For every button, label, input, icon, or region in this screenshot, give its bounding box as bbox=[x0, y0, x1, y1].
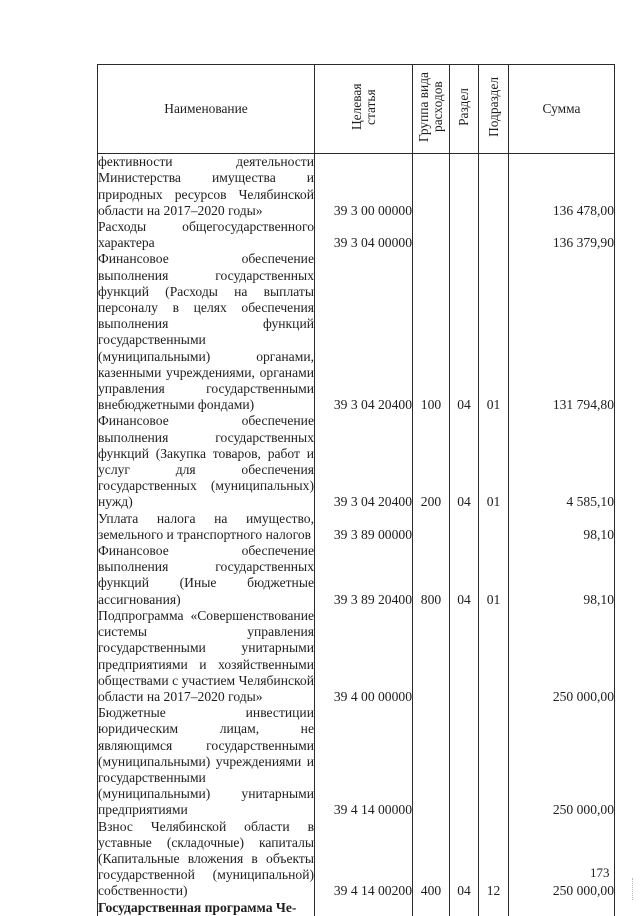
row-sum: 98,10 bbox=[583, 526, 614, 542]
row-sum-cell bbox=[509, 511, 615, 543]
header-group-label: Группа вида расходов bbox=[416, 72, 445, 142]
row-subsection-cell bbox=[479, 608, 509, 705]
row-sum-cell bbox=[509, 413, 615, 510]
table-row bbox=[98, 705, 615, 818]
row-section-cell bbox=[450, 413, 479, 510]
row-subsection-cell bbox=[479, 511, 509, 543]
header-code bbox=[315, 65, 413, 154]
row-name-cell bbox=[98, 511, 315, 543]
row-target-article: 39 4 00 00000 bbox=[333, 688, 412, 704]
row-sum-cell bbox=[509, 900, 615, 916]
header-section bbox=[450, 65, 479, 154]
table-header-row bbox=[98, 65, 615, 154]
row-sum-cell bbox=[509, 608, 615, 705]
table-row bbox=[98, 608, 615, 705]
row-name: Подпрограмма «Совершенствование системы управления государственными унитарными предприятиями и хозяйственными обществами с участием Челябинской области на 2017–2020 годы» bbox=[98, 607, 314, 704]
table-row bbox=[98, 819, 615, 900]
table-row bbox=[98, 511, 615, 543]
row-subsection-cell bbox=[479, 219, 509, 251]
table-row bbox=[98, 219, 615, 251]
row-target-article: 39 3 04 00000 bbox=[333, 235, 412, 251]
row-section-cell bbox=[450, 511, 479, 543]
row-subsection: 12 bbox=[486, 883, 501, 899]
row-target-article: 39 4 14 00200 bbox=[333, 883, 412, 899]
header-section-label: Раздел bbox=[456, 88, 471, 126]
table-row bbox=[98, 413, 615, 510]
row-section-cell bbox=[450, 543, 479, 608]
row-subsection: 01 bbox=[486, 591, 501, 607]
row-section-cell bbox=[450, 251, 479, 413]
row-sum-cell bbox=[509, 705, 615, 818]
row-expense-group-cell bbox=[413, 154, 450, 219]
row-subsection: 01 bbox=[486, 397, 501, 413]
row-expense-group-cell bbox=[413, 251, 450, 413]
row-sum: 98,10 bbox=[583, 591, 614, 607]
row-sum: 136 478,00 bbox=[552, 202, 614, 218]
row-subsection-cell bbox=[479, 251, 509, 413]
table-row bbox=[98, 154, 615, 219]
row-sum-cell bbox=[509, 543, 615, 608]
row-subsection-cell bbox=[479, 413, 509, 510]
row-target-article-cell bbox=[315, 608, 413, 705]
row-expense-group-cell bbox=[413, 413, 450, 510]
row-name-cell bbox=[98, 900, 315, 916]
row-name-cell bbox=[98, 251, 315, 413]
scan-margin-marks bbox=[632, 878, 636, 900]
row-expense-group-cell bbox=[413, 819, 450, 900]
row-expense-group-cell bbox=[413, 219, 450, 251]
row-expense-group-cell bbox=[413, 543, 450, 608]
row-subsection-cell bbox=[479, 154, 509, 219]
row-target-article: 39 4 14 00000 bbox=[333, 802, 412, 818]
row-target-article-cell bbox=[315, 543, 413, 608]
table-row bbox=[98, 900, 615, 916]
header-name bbox=[98, 65, 315, 154]
header-sum-label: Сумма bbox=[542, 101, 581, 116]
row-section-cell bbox=[450, 219, 479, 251]
row-sum: 131 794,80 bbox=[552, 397, 614, 413]
row-section-cell bbox=[450, 900, 479, 916]
row-name: Взнос Челябинской области в уставные (складочные) капиталы (Капитальные вложения в объекты государственной (муниципальной) собственности) bbox=[98, 818, 314, 899]
row-name-cell bbox=[98, 413, 315, 510]
row-name-cell bbox=[98, 705, 315, 818]
row-subsection-cell bbox=[479, 819, 509, 900]
row-name-cell bbox=[98, 543, 315, 608]
row-sum-cell bbox=[509, 819, 615, 900]
row-target-article-cell bbox=[315, 705, 413, 818]
row-name: Бюджетные инвестиции юридическим лицам, не являющимся государственными (муниципальными) учреждениями и государственными (муниципальными) унитарными предприятиями bbox=[98, 705, 314, 818]
row-sum: 250 000,00 bbox=[552, 688, 614, 704]
row-name: Финансовое обеспечение выполнения государственных функций (Расходы на выплаты персоналу в целях обеспечения выполнения функций государственными (муниципальными) органами, казенными учреждениями, органами управления государственными внебюджетными фондами) bbox=[98, 251, 314, 413]
header-subsection bbox=[479, 65, 509, 154]
row-expense-group: 200 bbox=[420, 494, 442, 510]
row-target-article: 39 3 89 00000 bbox=[333, 526, 412, 542]
row-sum: 136 379,90 bbox=[552, 235, 614, 251]
row-subsection: 01 bbox=[486, 494, 501, 510]
row-section: 04 bbox=[457, 397, 471, 413]
row-expense-group: 400 bbox=[420, 883, 442, 899]
row-section-cell bbox=[450, 154, 479, 219]
row-name: Государственная программа Че- bbox=[98, 899, 297, 915]
table-row bbox=[98, 251, 615, 413]
row-target-article-cell bbox=[315, 819, 413, 900]
row-section: 04 bbox=[457, 883, 471, 899]
row-sum-cell bbox=[509, 154, 615, 219]
header-subsection-label: Подраздел bbox=[485, 77, 501, 137]
row-expense-group-cell bbox=[413, 511, 450, 543]
row-expense-group-cell bbox=[413, 608, 450, 705]
row-target-article: 39 3 04 20400 bbox=[333, 494, 412, 510]
row-section-cell bbox=[450, 819, 479, 900]
row-section-cell bbox=[450, 705, 479, 818]
table-body bbox=[98, 154, 615, 916]
header-name-label: Наименование bbox=[164, 101, 248, 116]
row-expense-group: 800 bbox=[420, 591, 442, 607]
header-sum bbox=[509, 65, 615, 154]
row-expense-group-cell bbox=[413, 900, 450, 916]
row-expense-group: 100 bbox=[420, 397, 442, 413]
row-sum-cell bbox=[509, 251, 615, 413]
row-target-article-cell bbox=[315, 251, 413, 413]
row-name-cell bbox=[98, 608, 315, 705]
row-name-cell bbox=[98, 154, 315, 219]
row-name-cell bbox=[98, 819, 315, 900]
row-name: Расходы общегосударственного характера bbox=[98, 219, 314, 251]
row-section-cell bbox=[450, 608, 479, 705]
row-section: 04 bbox=[457, 591, 471, 607]
row-sum: 250 000,00 bbox=[552, 802, 614, 818]
row-name-cell bbox=[98, 219, 315, 251]
row-target-article-cell bbox=[315, 154, 413, 219]
page-number: 173 bbox=[590, 865, 610, 880]
row-name: Финансовое обеспечение выполнения государственных функций (Иные бюджетные ассигнования) bbox=[98, 543, 314, 607]
row-expense-group-cell bbox=[413, 705, 450, 818]
row-sum: 250 000,00 bbox=[552, 883, 614, 899]
row-subsection-cell bbox=[479, 705, 509, 818]
table-row bbox=[98, 543, 615, 608]
row-target-article-cell bbox=[315, 900, 413, 916]
row-sum-cell bbox=[509, 219, 615, 251]
header-code-label: Целевая статья bbox=[348, 83, 378, 131]
row-target-article-cell bbox=[315, 511, 413, 543]
row-sum: 4 585,10 bbox=[566, 494, 614, 510]
row-target-article-cell bbox=[315, 413, 413, 510]
row-section: 04 bbox=[457, 494, 471, 510]
row-name: Уплата налога на имущество, земельного и транспортного налогов bbox=[98, 510, 314, 542]
budget-table bbox=[97, 64, 615, 916]
row-target-article: 39 3 00 00000 bbox=[333, 202, 412, 218]
row-name: Финансовое обеспечение выполнения государственных функций (Закупка товаров, работ и услуг для обеспечения государственных (муниципальных) нужд) bbox=[98, 413, 314, 510]
header-group bbox=[413, 65, 450, 154]
row-name: фективности деятельности Министерства имущества и природных ресурсов Челябинской области на 2017–2020 годы» bbox=[98, 154, 314, 218]
row-subsection-cell bbox=[479, 900, 509, 916]
row-target-article: 39 3 04 20400 bbox=[333, 397, 412, 413]
row-subsection-cell bbox=[479, 543, 509, 608]
row-target-article-cell bbox=[315, 219, 413, 251]
row-target-article: 39 3 89 20400 bbox=[333, 591, 412, 607]
